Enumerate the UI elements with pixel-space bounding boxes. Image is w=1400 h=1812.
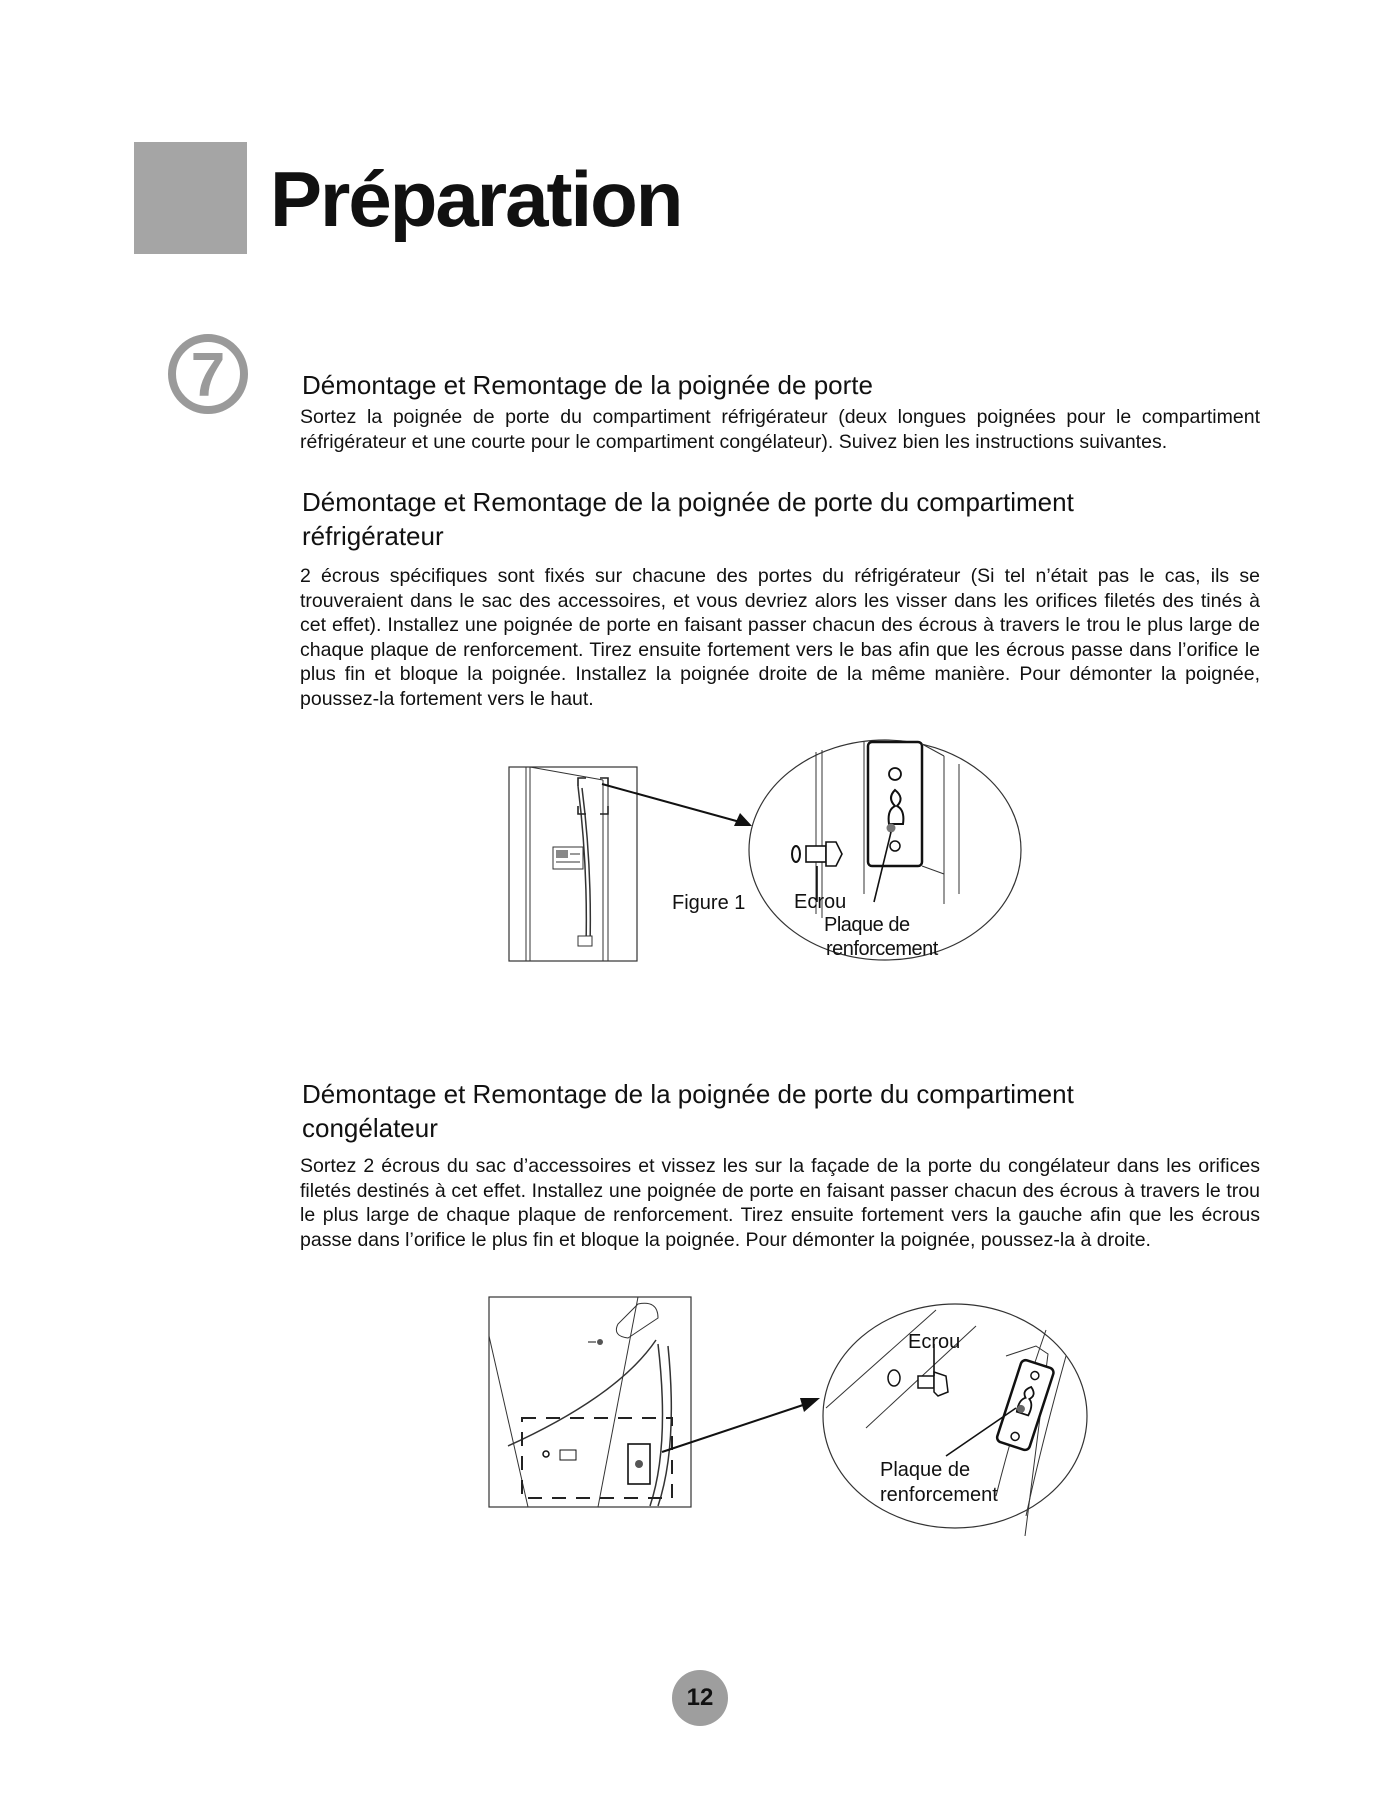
section3-heading: Démontage et Remontage de la poignée de porte du compartiment congélateur [302, 1079, 1074, 1143]
section3-body: Sortez 2 écrous du sac d’accessoires et vissez les sur la façade de la porte du congélateur dans les orifices filetés destinés à cet effet. Installez une poignée de porte en faisant passer chacun des écrous à travers le trou le plus large de chaque plaque de renforcement. Tirez ensuite fortement vers la gauche afin que les écrous passe dans l’orifice le plus fin et bloque la poignée. Pour démonter la poignée, poussez-la à droite. [300, 1155, 1260, 1251]
figure1-arrow [600, 780, 760, 840]
figure2-nut-label: Ecrou [908, 1331, 961, 1353]
section2-heading: Démontage et Remontage de la poignée de porte du compartiment réfrigérateur [302, 487, 1074, 551]
step-number: 7 [190, 341, 226, 410]
figure2-arrow [660, 1386, 830, 1456]
page-number: 12 [686, 1684, 714, 1711]
section1-body: Sortez la poignée de porte du compartiment réfrigérateur (deux longues poignées pour le compartiment réfrigérateur et une courte pour le compartiment congélateur). Suivez bien les instructions suivantes. [300, 406, 1260, 453]
figure2-plate-label-line1: Plaque de [880, 1459, 971, 1481]
step-number-badge [168, 334, 248, 414]
page-title: Préparation [270, 155, 682, 243]
figure1-nut-label: Ecrou [794, 891, 847, 913]
header-gray-square [134, 142, 247, 254]
figure1-plate-label-line1: Plaque de [824, 914, 910, 936]
section2-body: 2 écrous spécifiques sont fixés sur chacune des portes du réfrigérateur (Si tel n’était pas le cas, ils se trouveraient dans le sac des accessoires, et vous devriez alors les visser dans les orifices filetés des tinés à cet effet). Installez une poignée de porte en faisant passer chacun des écrous à travers le trou le plus large de chaque plaque de renforcement. Tirez ensuite fortement vers le bas afin que les écrous passe dans l’orifice le plus fin et bloque la poignée. Installez la poignée droite de la même manière. Pour démonter la poignée, poussez-la fortement vers le haut. [300, 565, 1260, 710]
figure1-plate-label-line2: renforcement [826, 938, 938, 960]
figure2-plate-label-line2: renforcement [880, 1484, 998, 1506]
figure1-caption: Figure 1 [672, 892, 746, 914]
section1-heading: Démontage et Remontage de la poignée de porte [302, 370, 873, 400]
